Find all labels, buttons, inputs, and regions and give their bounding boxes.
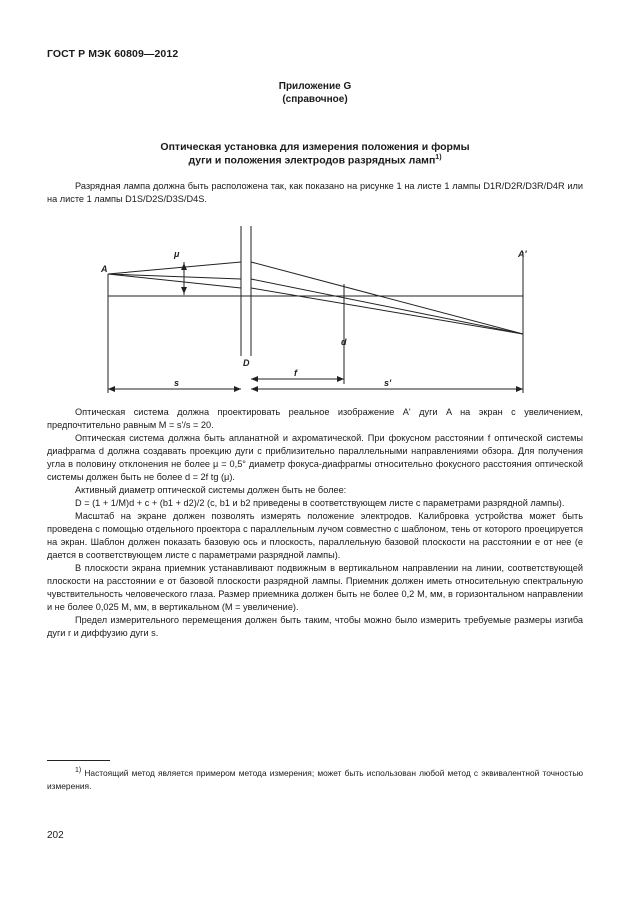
paragraph: Активный диаметр оптической системы должен быть не более: xyxy=(75,485,347,495)
intro-paragraph xyxy=(47,180,583,206)
body-text xyxy=(47,406,583,640)
paragraph: Оптическая система должна проектировать реальное изображение A' дуги A на экран с увеличением, предпочтительно равным M = s'/s = 20. xyxy=(47,407,583,430)
dim-s-arrow-right xyxy=(234,386,241,392)
ray-lower-b xyxy=(251,288,523,334)
section-title-footnote-mark: 1) xyxy=(435,154,442,161)
footnote xyxy=(47,764,583,793)
dim-s-prime-arrow-left xyxy=(251,386,258,392)
dim-f-arrow-right xyxy=(337,376,344,382)
paragraph: Предел измерительного перемещения должен быть таким, чтобы можно было измерить требуемые размеры изгиба дуги r и диффузию дуги s. xyxy=(47,615,583,638)
label-f: f xyxy=(294,368,297,378)
mu-arrow-down xyxy=(181,287,187,294)
footnote-text xyxy=(47,764,583,793)
dim-s-prime-arrow-right xyxy=(516,386,523,392)
document-header: ГОСТ Р МЭК 60809—2012 xyxy=(47,48,179,60)
intro-text: Разрядная лампа должна быть расположена так, как показано на рисунке 1 на листе 1 лампы D1R/D2R/D3R/D4R или на листе 1 лампы D1S/D2S/D3S/D4S. xyxy=(47,181,583,204)
label-d: d xyxy=(341,337,347,347)
paragraph: Масштаб на экране должен позволять измерять положение электродов. Калибровка устройства может быть проведена с помощью отдельного проектора с параллельным лучом совместно с шаблоном, тень от которого проецируется на экран. Шаблон должен показать базовую ось и плоскость, параллельную базовой плоскости на расстоянии e от нее (e дается в соответствующем листе с параметрами разрядной лампы). xyxy=(47,511,583,560)
dim-f-arrow-left xyxy=(251,376,258,382)
label-A: A xyxy=(101,264,108,274)
ray-upper-a xyxy=(108,262,241,274)
dim-s-arrow-left xyxy=(108,386,115,392)
label-s-prime: s' xyxy=(384,378,392,388)
footnote-body: Настоящий метод является примером метода измерения; может быть использован любой метод с эквивалентной точностью измерения. xyxy=(47,767,583,791)
paragraph: Оптическая система должна быть апланатной и ахроматической. При фокусном расстоянии f оптической системы диафрагма d должна создавать проекцию дуги с приблизительно параллельными направлениями обзора. Для получения угла в половину отклонения не более μ = 0,5° диаметр фокуса-диафрагмы относительно фокусного расстояния оптической системы должен быть не более d = 2f tg (μ). xyxy=(47,433,583,482)
ray-upper-b xyxy=(251,262,523,334)
label-s: s xyxy=(174,378,180,388)
annex-title: Приложение G xyxy=(278,81,352,92)
ray-mid-b xyxy=(251,279,523,334)
annex-subtitle: (справочное) xyxy=(282,94,348,105)
label-mu: μ xyxy=(174,249,180,259)
section-title-line2 xyxy=(0,154,630,167)
footnote-mark: 1) xyxy=(75,767,82,774)
paragraph: В плоскости экрана приемник устанавливают подвижным в вертикальном направлении на линии, соответствующей плоскости на расстоянии e от базовой плоскости разрядной лампы. Приемник должен иметь относительную спектральную чувствительность человеческого глаза. Размер приемника должен быть не более 0,2 M, мм, в горизонтальном направлении и не более 0,025 M, мм, в вертикальном (M = увеличение). xyxy=(47,563,583,612)
formula-paragraph: D = (1 + 1/M)d + c + (b1 + d2)/2 (c, b1 и b2 приведены в соответствующем листе с параметрами разрядной лампы). xyxy=(75,498,565,508)
section-title-line2-text: дуги и положения электродов разрядных ламп xyxy=(188,154,436,167)
label-A-prime: A' xyxy=(518,249,527,259)
optical-setup-figure xyxy=(0,215,630,395)
page-number: 202 xyxy=(47,830,64,841)
section-title-line1: Оптическая установка для измерения положения и формы xyxy=(160,141,470,153)
label-D: D xyxy=(243,358,250,368)
footnote-separator xyxy=(47,760,110,761)
